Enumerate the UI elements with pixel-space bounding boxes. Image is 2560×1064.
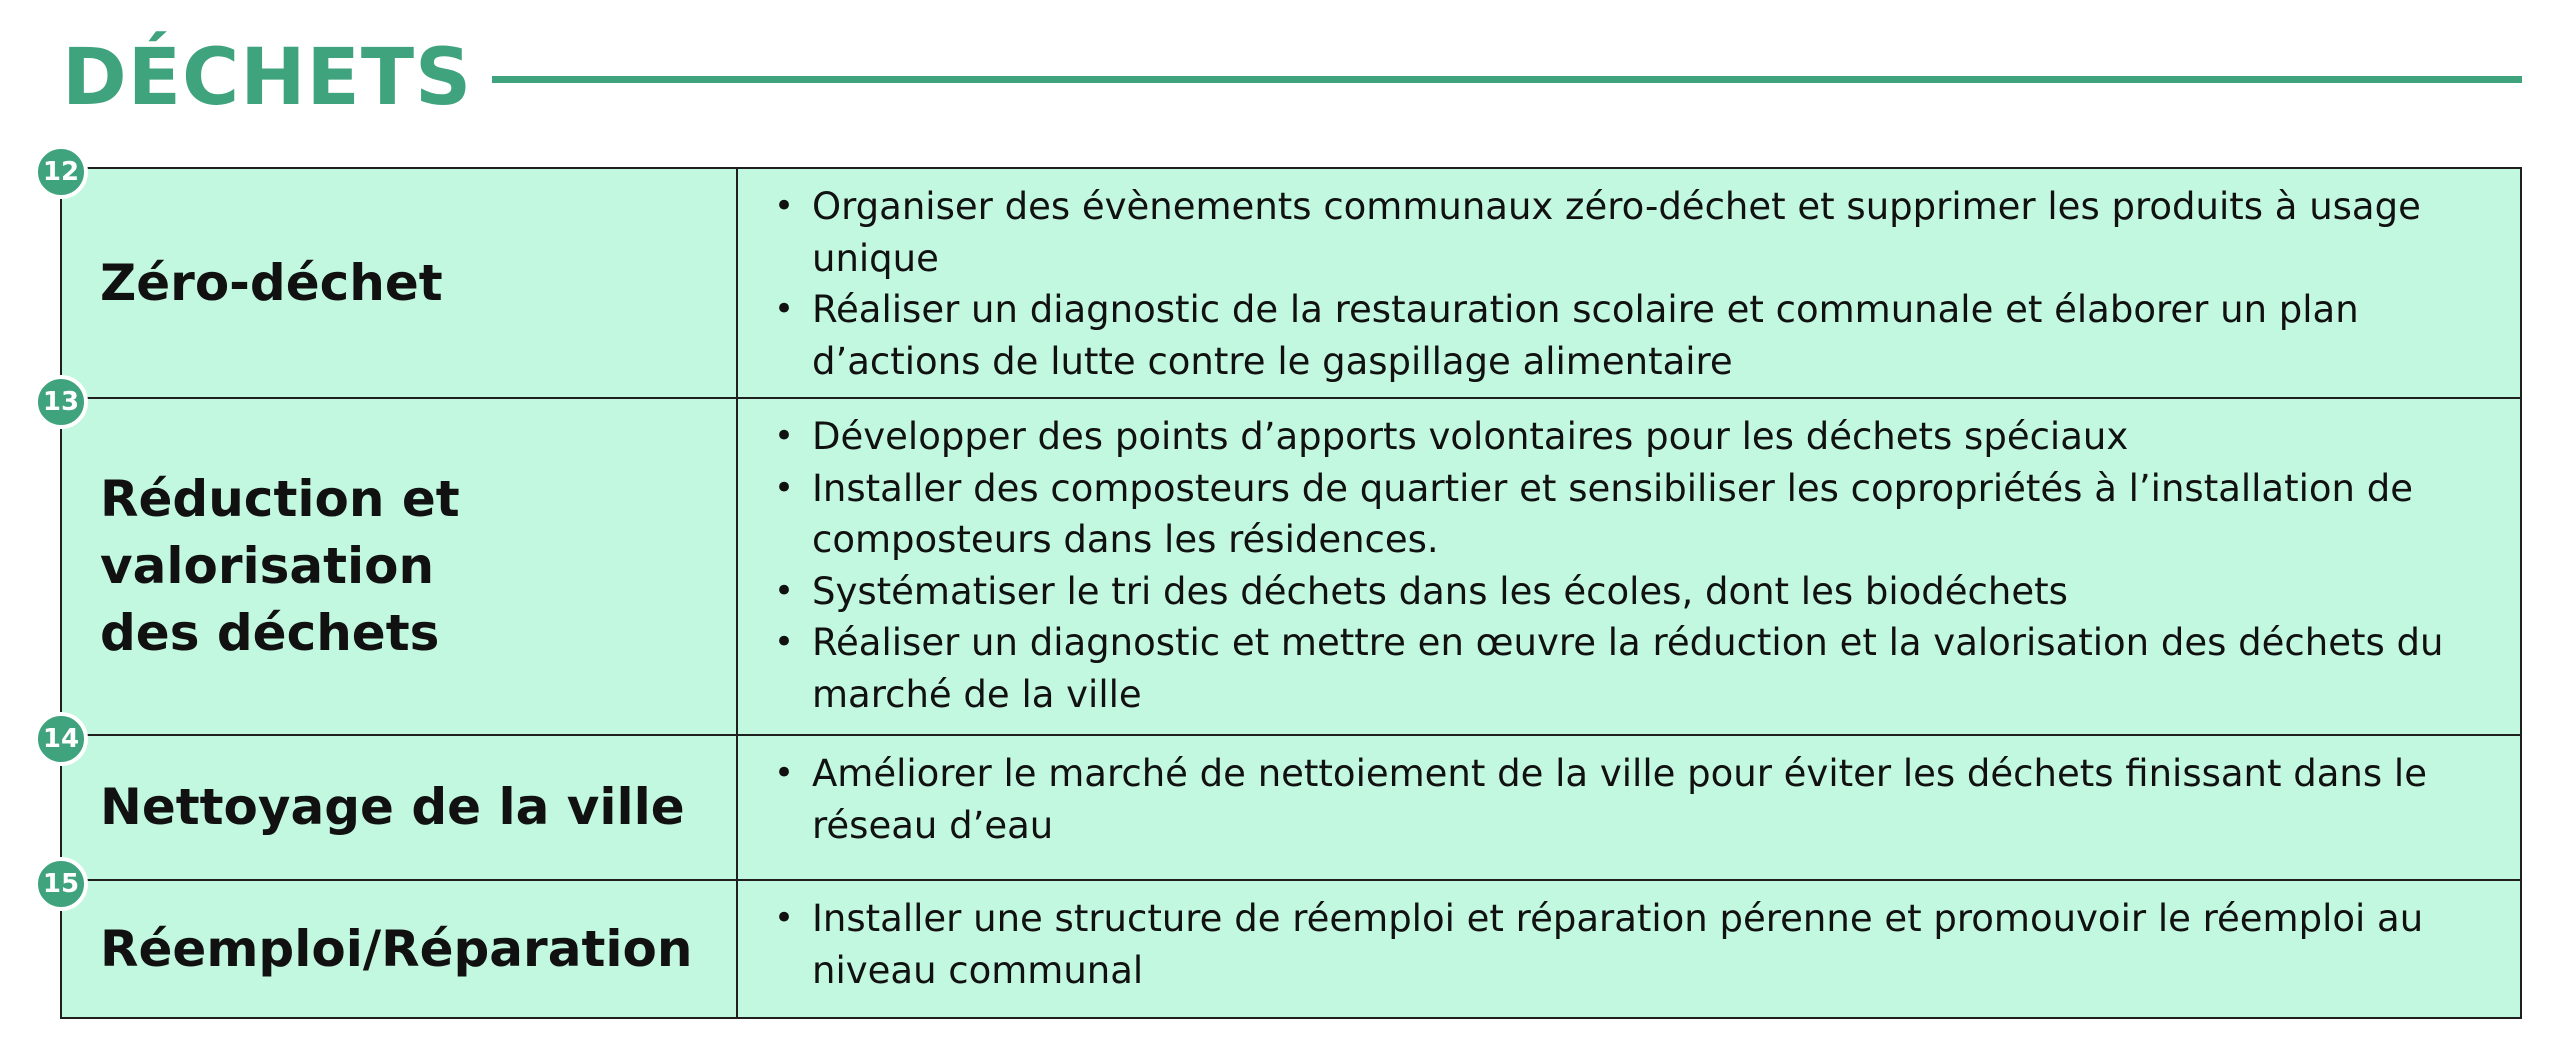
row-label: Réemploi/Réparation	[100, 919, 693, 978]
bullet-item: • Développer des points d’apports volontaires pour les déchets spéciaux	[768, 411, 2488, 463]
bullet-item: • Installer une structure de réemploi et réparation pérenne et promouvoir le réemploi au niveau communal	[768, 893, 2498, 996]
page-header	[62, 28, 2522, 128]
table-row	[42, 387, 2520, 734]
row-label-cell	[62, 399, 738, 734]
table-row	[42, 869, 2520, 1017]
table-row	[42, 157, 2520, 397]
row-number-badge: 15	[34, 857, 88, 911]
bullet-list	[768, 411, 2488, 720]
row-content-cell	[738, 881, 2528, 1017]
row-number-badge: 12	[34, 145, 88, 199]
row-label-cell	[62, 169, 738, 397]
bullet-item: • Réaliser un diagnostic et mettre en œuvre la réduction et la valorisation des déchets du marché de la ville	[768, 617, 2488, 720]
bullet-item: • Organiser des évènements communaux zéro-déchet et supprimer les produits à usage unique	[768, 181, 2433, 284]
row-content-cell	[738, 169, 2520, 397]
table-row	[42, 724, 2520, 879]
row-label-cell	[62, 736, 738, 879]
bullet-item: • Réaliser un diagnostic de la restauration scolaire et communale et élaborer un plan d’actions de lutte contre le gaspillage alimentaire	[768, 284, 2433, 387]
row-label: Nettoyage de la ville	[100, 778, 685, 836]
page-title: DÉCHETS	[62, 33, 473, 123]
title-divider	[492, 76, 2522, 83]
row-label: Réduction et valorisation des déchets	[100, 470, 460, 662]
actions-table	[42, 157, 2522, 1019]
bullet-list	[768, 893, 2498, 996]
bullet-item: • Améliorer le marché de nettoiement de la ville pour éviter les déchets finissant dans le réseau d’eau	[768, 748, 2428, 851]
bullet-item: • Systématiser le tri des déchets dans les écoles, dont les biodéchets	[768, 566, 2488, 618]
row-label: Zéro-déchet	[100, 253, 443, 312]
row-content-cell	[738, 399, 2520, 734]
row-number-badge: 13	[34, 375, 88, 429]
row-number-badge: 14	[34, 712, 88, 766]
bullet-list	[768, 181, 2433, 387]
row-content-cell	[738, 736, 2520, 879]
bullet-item: • Installer des composteurs de quartier et sensibiliser les copropriétés à l’installation de composteurs dans les résidences.	[768, 463, 2488, 566]
bullet-list	[768, 748, 2428, 851]
row-label-cell	[62, 881, 738, 1017]
